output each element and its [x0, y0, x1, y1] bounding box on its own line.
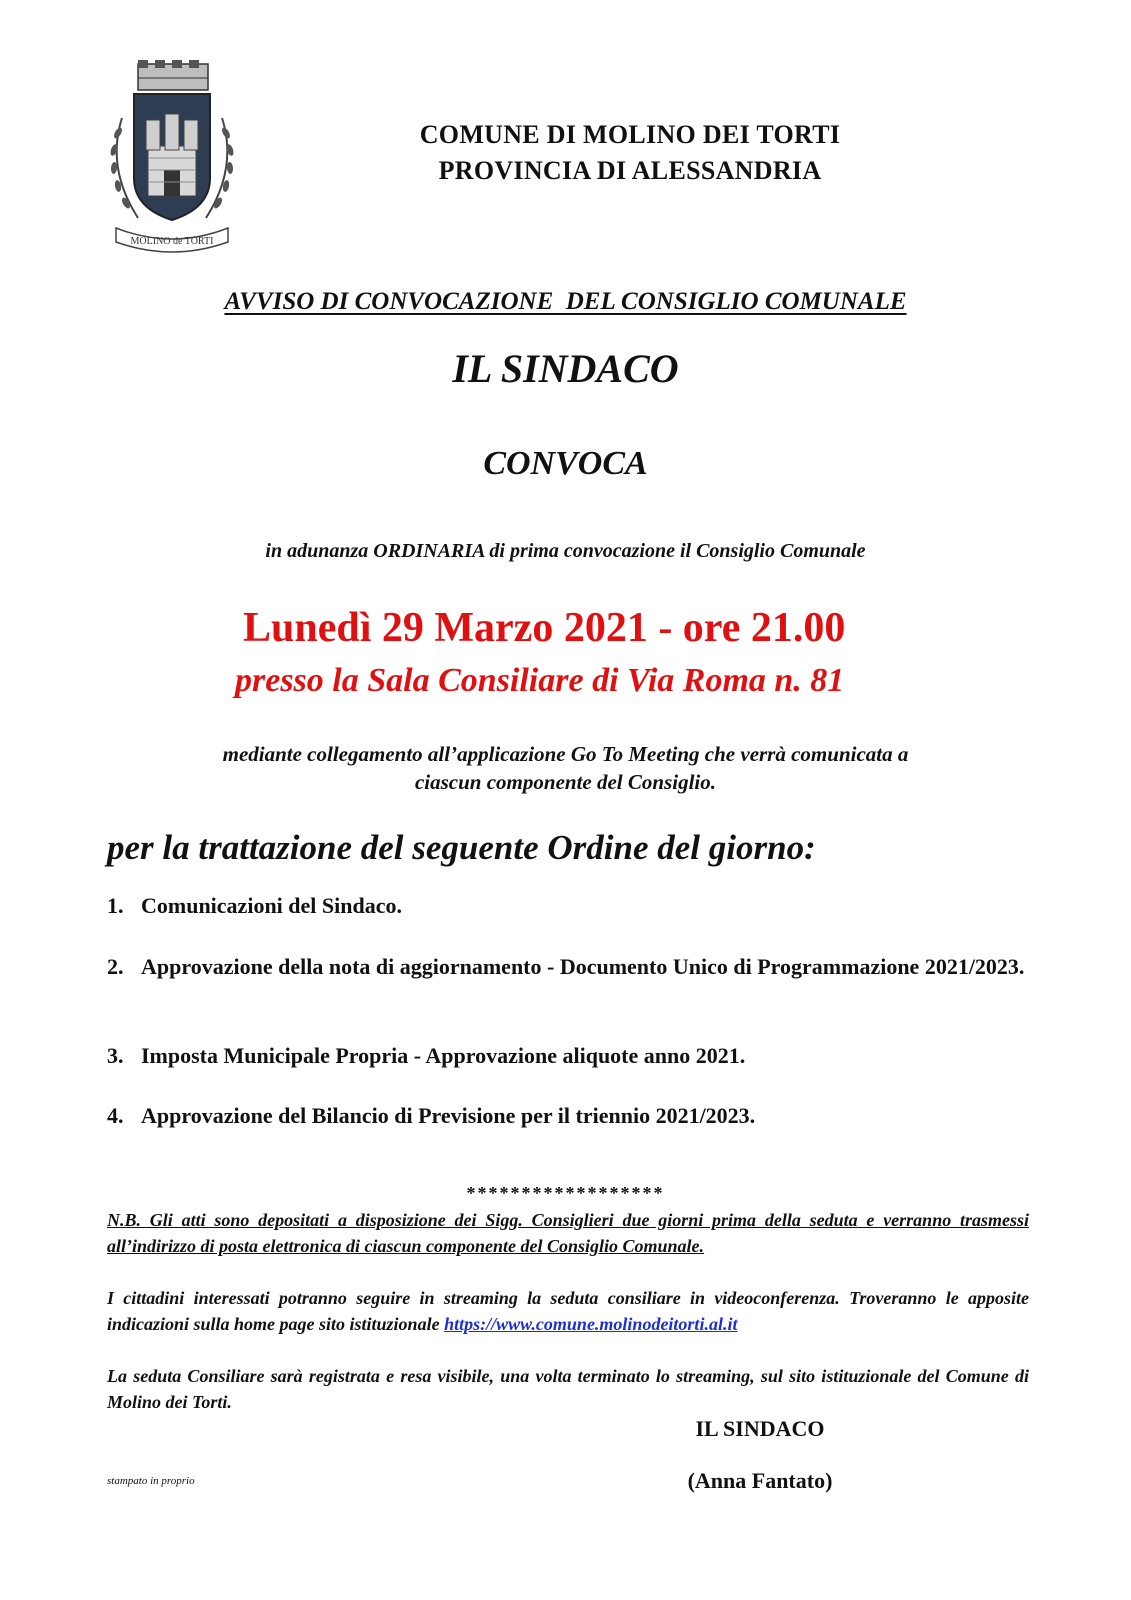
- streaming-note: [107, 1285, 1029, 1337]
- agenda-item-text: Approvazione della nota di aggiornamento - Documento Unico di Programmazione 2021/2023.: [141, 954, 1025, 979]
- document-title: AVVISO DI CONVOCAZIONE DEL CONSIGLIO COMUNALE: [224, 288, 907, 315]
- agenda-item-number: 1.: [107, 893, 124, 918]
- municipality-name: COMUNE DI MOLINO DEI TORTI: [419, 120, 841, 149]
- separator: ******************: [466, 1183, 665, 1203]
- agenda-item-text: Comunicazioni del Sindaco.: [141, 893, 402, 918]
- svg-text:MOLINO de TORTI: MOLINO de TORTI: [130, 236, 214, 247]
- print-note: stampato in proprio: [107, 1475, 195, 1487]
- agenda-item: [107, 892, 1029, 920]
- convoca-heading: CONVOCA: [483, 445, 648, 482]
- agenda-heading: per la trattazione del seguente Ordine del giorno:: [107, 828, 816, 867]
- connection-info-line2: ciascun componente del Consiglio.: [414, 770, 716, 794]
- nb-note: N.B. Gli atti sono depositati a disposizione dei Sigg. Consiglieri due giorni prima della seduta e verranno trasmessi all’indirizzo di posta elettronica di ciascun componente del Consiglio Comunale.: [107, 1210, 1029, 1256]
- recording-note: La seduta Consiliare sarà registrata e resa visibile, una volta terminato lo streaming, sul sito istituzionale del Comune di Molino dei Torti.: [107, 1366, 1029, 1412]
- agenda-item: [107, 1102, 1029, 1130]
- institutional-site-link[interactable]: https://www.comune.molinodeitorti.al.it: [444, 1314, 738, 1334]
- signature-role: IL SINDACO: [695, 1416, 825, 1441]
- agenda-item-number: 3.: [107, 1043, 124, 1068]
- municipal-crest-logo: [98, 58, 246, 258]
- signature-name: (Anna Fantato): [687, 1468, 833, 1493]
- session-type: in adunanza ORDINARIA di prima convocazione il Consiglio Comunale: [265, 540, 866, 562]
- mayor-heading: IL SINDACO: [452, 346, 679, 391]
- agenda-item-number: 4.: [107, 1103, 124, 1128]
- agenda-item-text: Approvazione del Bilancio di Previsione per il triennio 2021/2023.: [141, 1103, 756, 1128]
- agenda-item-number: 2.: [107, 954, 124, 979]
- connection-info-line1: mediante collegamento all’applicazione Go To Meeting che verrà comunicata a: [222, 742, 909, 766]
- province-name: PROVINCIA DI ALESSANDRIA: [438, 156, 822, 185]
- meeting-location: presso la Sala Consiliare di Via Roma n. 81: [235, 662, 845, 699]
- meeting-date-time: Lunedì 29 Marzo 2021 - ore 21.00: [243, 605, 846, 651]
- agenda-item: [107, 1042, 1029, 1070]
- agenda-item-text: Imposta Municipale Propria - Approvazione aliquote anno 2021.: [141, 1043, 746, 1068]
- crest-icon: [98, 58, 246, 258]
- agenda-item: [107, 953, 1029, 981]
- streaming-note-text: I cittadini interessati potranno seguire in streaming la seduta consiliare in videoconferenza. Troveranno le apposite indicazioni sulla home page sito istituzionale: [107, 1288, 1029, 1334]
- connection-info: [0, 740, 1131, 796]
